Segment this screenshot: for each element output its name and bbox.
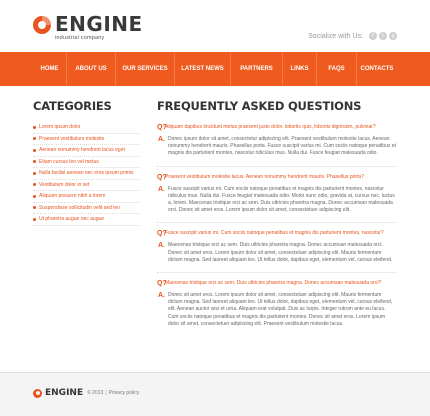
faq-answer	[157, 186, 397, 215]
category-link[interactable]: Aliquam posuere nibh a lorem	[39, 193, 106, 200]
brand-subtitle: industrial company	[55, 35, 105, 41]
category-link[interactable]: Lorem ipsum dolor	[39, 124, 81, 131]
category-item[interactable]	[33, 168, 139, 180]
logo-icon	[33, 16, 51, 34]
nav-links[interactable]: LINKS	[283, 52, 317, 86]
nav-latest-news[interactable]: LATEST NEWS	[175, 52, 231, 86]
faq-question	[157, 174, 397, 181]
faq-answer	[157, 136, 397, 158]
bullet-icon	[33, 149, 36, 152]
facebook-icon[interactable]: f	[369, 32, 377, 40]
nav-faqs[interactable]: FAQS	[317, 52, 357, 86]
answer-text: Fusce suscipit varius mi. Cum sociis natoque penatibus et magnis dis parturient montes, nascetur ridiculus mus. Nulla dui. Fusce feugiat malesuada odio. Morbi nunc odio, gravida at, cursus nec, luctus a, lorem. Maecenas tristique orci ac sem. Duis ultricies pharetra magna. Donec accumsan malesuada orci. Donec sit amet eros. Lorem ipsum dolor sit amet, consectetuer adipiscing elit.	[168, 185, 395, 214]
faq-item	[157, 230, 397, 273]
google-plus-icon[interactable]: g	[389, 32, 397, 40]
faq-item	[157, 124, 397, 167]
category-link[interactable]: Vestibulum dolor in set	[39, 181, 90, 188]
footer-logo-icon	[33, 389, 42, 398]
site-header	[0, 0, 430, 52]
category-item[interactable]	[33, 122, 139, 134]
category-item[interactable]	[33, 214, 139, 226]
nav-our-services[interactable]: OUR SERVICES	[116, 52, 175, 86]
footer-brand[interactable]: ENGINE	[45, 388, 84, 398]
answer-text: Maecenas tristique orci ac sem. Duis ultricies pharetra magna. Donec accumsan malesuada orci. Donec sit amet eros. Lorem ipsum dolor sit amet, consectetuer adipiscing elit. Mauris fermentum dictum magna. Sed laoreet aliquam leo. Ut tellus dolor, dapibus eget, elementum vel, cursus eleifend.	[168, 242, 393, 263]
bullet-icon	[33, 126, 36, 129]
nav-partners[interactable]: PARTNERS	[231, 52, 283, 86]
category-link[interactable]: Ut pharetra augue nec augue	[39, 216, 105, 223]
bullet-icon	[33, 172, 36, 175]
faq-question	[157, 124, 397, 131]
categories-title: CATEGORIES	[33, 99, 112, 113]
category-link[interactable]: Nulla facilisi aenean nec eros ipsum primis	[39, 170, 134, 177]
nav-about-us[interactable]: ABOUT US	[67, 52, 116, 86]
category-link[interactable]: Praesent vestibulum molestie	[39, 135, 105, 142]
category-item[interactable]	[33, 191, 139, 203]
question-text[interactable]: Fusce suscipit varius mi. Cum sociis natoque penatibus et magnis dis parturient montes, nascetur?	[165, 230, 384, 237]
answer-mark-icon: A.	[158, 292, 165, 300]
twitter-icon[interactable]: t	[379, 32, 387, 40]
faq-item	[157, 174, 397, 224]
category-item[interactable]	[33, 134, 139, 146]
category-link[interactable]: Etiam cursus leo vel metus	[39, 158, 99, 165]
question-mark-icon: Q?	[157, 230, 167, 238]
faq-item	[157, 280, 397, 336]
category-item[interactable]	[33, 145, 139, 157]
category-item[interactable]	[33, 203, 139, 215]
question-text[interactable]: Aliquam dapibus tincidunt metus praesent justo dolor, lobortis quis, lobortis dignissim, pulvinar?	[165, 124, 376, 130]
faq-question	[157, 280, 397, 287]
categories-list	[33, 122, 139, 226]
social-bar	[308, 32, 397, 40]
category-link[interactable]: Aenean nonummy hendrerit lacus eget	[39, 147, 125, 154]
footer-copyright: © 2013	[87, 390, 104, 396]
nav-contacts[interactable]: CONTACTS	[360, 66, 394, 72]
faq-question	[157, 230, 397, 237]
faq-title: FREQUENTLY ASKED QUESTIONS	[157, 99, 362, 113]
faq-list	[157, 124, 397, 343]
bullet-icon	[33, 183, 36, 186]
logo[interactable]	[33, 14, 143, 41]
brand-title: ENGINE	[55, 12, 143, 36]
bullet-icon	[33, 218, 36, 221]
privacy-policy-link[interactable]: Privacy policy	[108, 390, 140, 396]
faq-answer	[157, 242, 397, 264]
nav-home[interactable]: HOME	[33, 52, 67, 86]
answer-mark-icon: A.	[158, 185, 165, 193]
faq-answer	[157, 292, 397, 328]
bullet-icon	[33, 137, 36, 140]
answer-text: Donec sit amet eros. Lorem ipsum dolor sit amet, consectetuer adipiscing elit. Mauris fermentum dictum magna. Sed laoreet aliquam leo. Ut tellus dolor, dapibus eget, elementum vel, cursus eleifend, elit. Aenean auctor wisi et urna. Aliquam erat volutpat. Duis ac turpis. Integer rutrum ante eu lacus. Cum sociis natoque penatibus et magnis dis parturient montes. Donec sit amet eros. Lorem ipsum dolor sit amet, consectetuer adipiscing elit. Praesent vestibulum molestie lacus.	[168, 292, 393, 327]
category-item[interactable]	[33, 180, 139, 192]
question-mark-icon: Q?	[157, 280, 167, 288]
bullet-icon	[33, 195, 36, 198]
footer-separator: |	[105, 390, 107, 396]
question-text[interactable]: Praesent vestibulum molestie lacus. Aenean nonummy hendrerit mauris. Phasellus porta?	[165, 173, 364, 180]
bullet-icon	[33, 160, 36, 163]
question-text[interactable]: Maecenas tristique orci ac sem. Duis ultricies pharetra magna. Donec accumsan malesuada orci?	[165, 280, 382, 287]
answer-mark-icon: A.	[158, 242, 165, 250]
answer-mark-icon: A.	[158, 136, 165, 143]
question-mark-icon: Q?	[157, 124, 167, 131]
bullet-icon	[33, 206, 36, 209]
social-label: Socialize with Us:	[308, 32, 363, 40]
site-footer	[0, 372, 430, 416]
category-item[interactable]	[33, 157, 139, 169]
question-mark-icon: Q?	[157, 173, 167, 181]
answer-text: Donec ipsum dolor sit amet, consectetur adipiscing elit. Praesent vestibulum molestie lacus. Aenean nonummy hendrerit mauris. Phasellus porta. Fusce suscipit varius mi. Cum sociis natoque penatibus et magnis dis parturient montes, nascetur ridiculus mus. Nulla dui. Fusce feugiat malesuada odio.	[168, 136, 396, 157]
category-link[interactable]: Suspendisse sollicitudin velit sed leo	[39, 204, 120, 211]
main-nav	[0, 52, 430, 86]
